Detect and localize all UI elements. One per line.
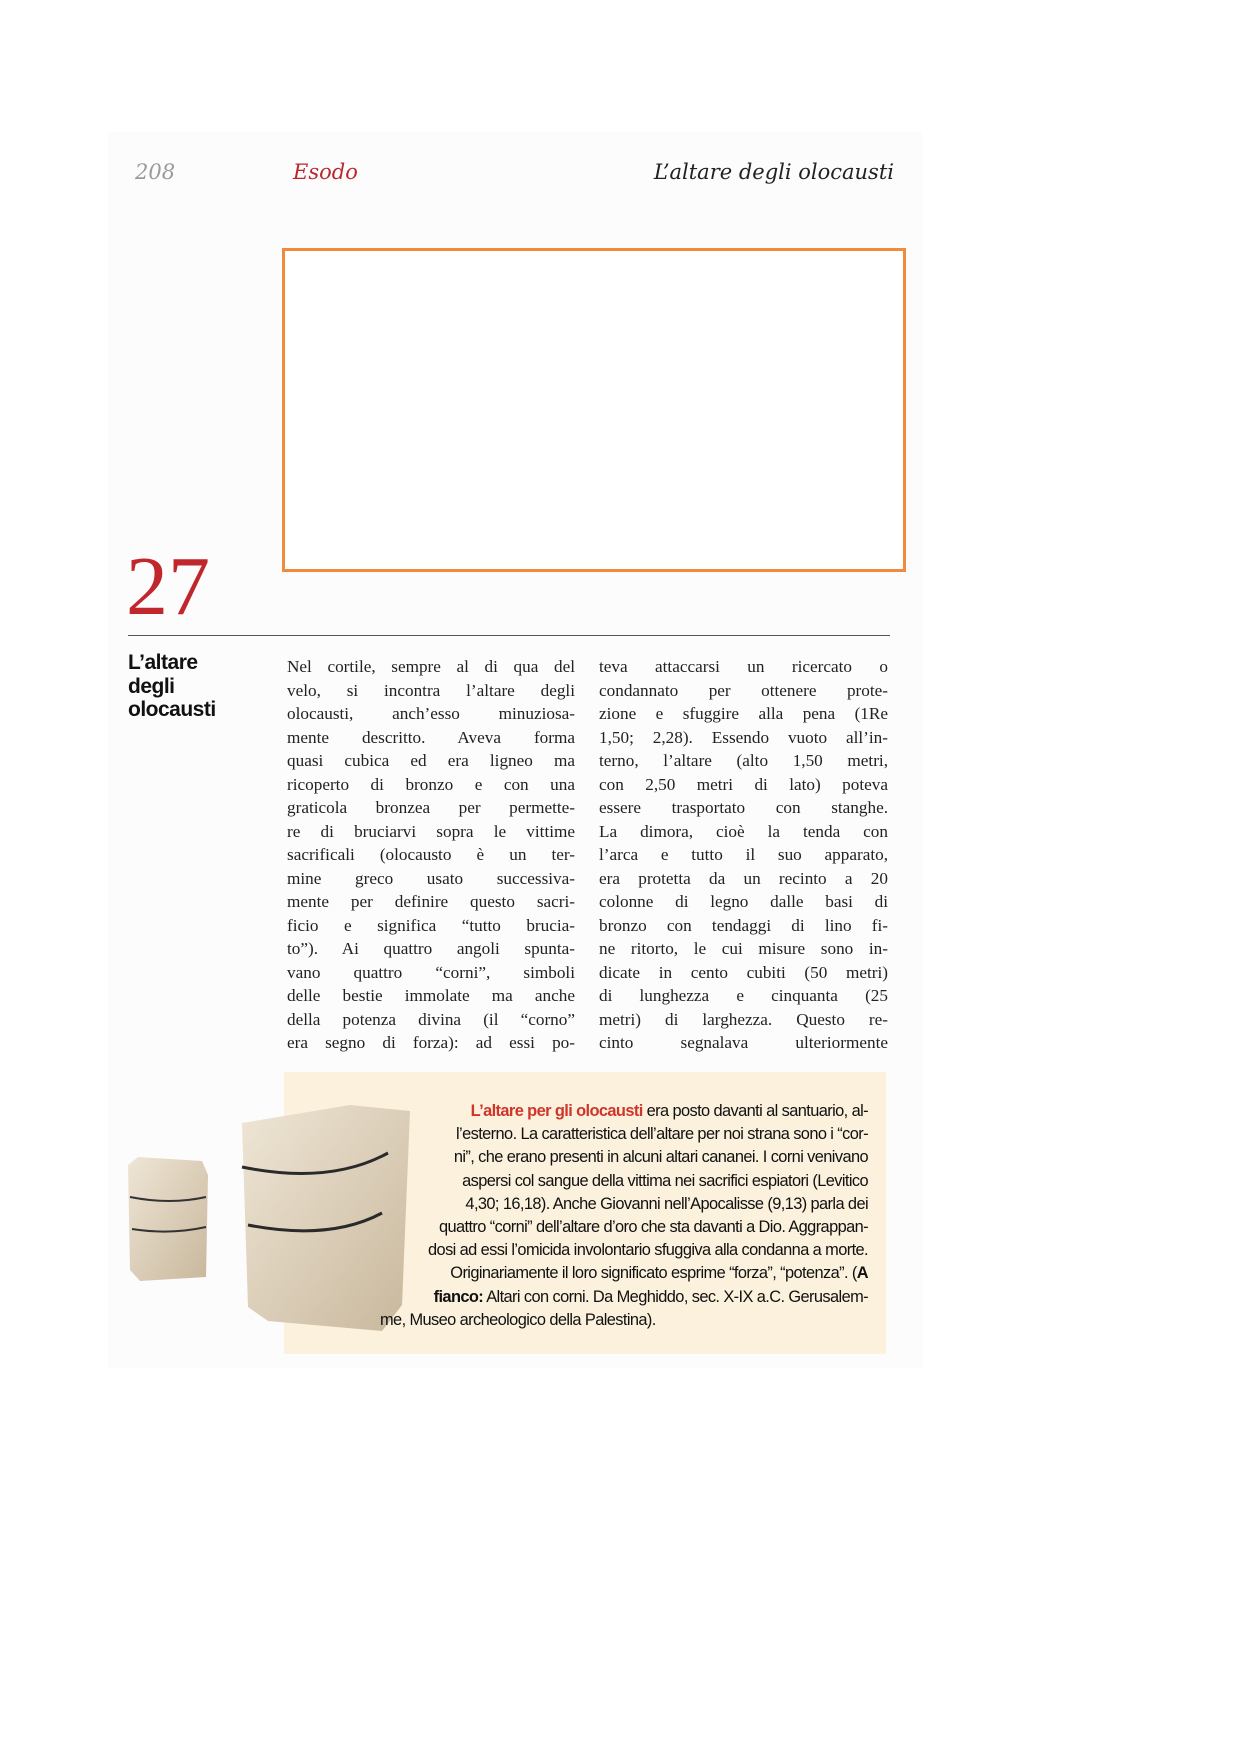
body-line: bronzo con tendaggi di lino fi-	[599, 915, 888, 935]
caption-bold: fianco:	[433, 1287, 484, 1306]
caption-line: quattro “corni” dell’altare d’oro che sta davanti a Dio. Aggrappan-	[438, 1218, 868, 1237]
caption-line: dosi ad essi l’omicida involontario sfuggiva alla condanna a morte.	[428, 1241, 868, 1260]
body-line: terno, l’altare (alto 1,50 metri,	[599, 751, 888, 770]
caption-text-run: era posto davanti al santuario, al-	[642, 1102, 868, 1120]
body-line: mente descritto. Aveva forma	[287, 727, 575, 747]
chapter-title	[128, 651, 216, 722]
image-placeholder-frame	[282, 248, 906, 572]
body-line: metri) di larghezza. Questo re-	[599, 1009, 888, 1029]
body-line: ficio e significa “tutto brucia-	[287, 915, 575, 935]
body-line: mine greco usato successiva-	[287, 868, 575, 888]
caption-line: me, Museo archeologico della Palestina).	[380, 1310, 656, 1329]
body-line: essere trasportato con stanghe.	[599, 798, 888, 817]
caption-bold: A	[856, 1264, 868, 1283]
body-line: quasi cubica ed era ligneo ma	[287, 751, 575, 770]
caption-text-run: Altari con corni. Da Meghiddo, sec. X-IX a.C. Gerusalem-	[483, 1287, 868, 1306]
running-title: L’altare degli olocausti	[653, 160, 894, 184]
body-line: ne ritorto, le cui misure sono in-	[599, 939, 888, 958]
caption-line: aspersi col sangue della vittima nei sacrifici espiatori (Levitico	[462, 1171, 868, 1190]
body-line: condannato per ottenere prote-	[599, 680, 888, 700]
divider	[128, 635, 890, 636]
body-line: teva attaccarsi un ricercato o	[599, 657, 888, 676]
chapter-title-line: olocausti	[128, 698, 216, 721]
caption-highlight: L’altare per gli olocausti	[470, 1102, 643, 1120]
body-column-2	[599, 655, 888, 1055]
caption-line: 4,30; 16,18). Anche Giovanni nell’Apocalisse (9,13) parla dei	[465, 1194, 868, 1213]
page-number: 208	[135, 160, 176, 184]
small-altar-icon	[128, 1157, 208, 1281]
body-line: to”). Ai quattro angoli spunta-	[287, 939, 575, 958]
body-line: zione e sfuggire alla pena (1Re	[599, 704, 888, 723]
body-line: delle bestie immolate ma anche	[287, 986, 575, 1005]
chapter-title-line: L’altare	[128, 651, 198, 674]
caption-line: l’esterno. La caratteristica dell’altare per noi strana sono i “cor-	[456, 1125, 868, 1144]
body-line: l’arca e tutto il suo apparato,	[599, 845, 888, 864]
body-line: 1,50; 2,28). Essendo vuoto all’in-	[599, 727, 888, 747]
body-line: vano quattro “corni”, simboli	[287, 962, 575, 982]
body-line: era segno di forza): ad essi po-	[287, 1033, 575, 1052]
body-line: era protetta da un recinto a 20	[599, 868, 888, 888]
altar-stones-photo	[120, 1095, 420, 1345]
body-line: re di bruciarvi sopra le vittime	[287, 821, 575, 841]
caption-line: ni”, che erano presenti in alcuni altari cananei. I corni venivano	[453, 1148, 868, 1167]
body-line: olocausti, anch’esso minuziosa-	[287, 704, 575, 723]
chapter-number: 27	[126, 540, 210, 633]
body-line: con 2,50 metri di lato) poteva	[599, 774, 888, 794]
body-line: colonne di legno dalle basi di	[599, 892, 888, 911]
body-line: graticola bronzea per permette-	[287, 798, 575, 817]
body-column-1	[287, 655, 575, 1055]
body-line: della potenza divina (il “corno”	[287, 1009, 575, 1029]
caption-text	[380, 1100, 868, 1332]
body-line: La dimora, cioè la tenda con	[599, 821, 888, 841]
body-line: ricoperto di bronzo e con una	[287, 774, 575, 794]
book-title: Esodo	[293, 160, 358, 184]
chapter-title-line: degli	[128, 674, 175, 698]
body-line: cinto segnalava ulteriormente	[599, 1033, 888, 1052]
caption-text-run: Originariamente il loro significato esprime “forza”, “potenza”. (	[450, 1264, 857, 1283]
body-line: velo, si incontra l’altare degli	[287, 680, 575, 700]
body-line: dicate in cento cubiti (50 metri)	[599, 962, 888, 982]
body-line: sacrificali (olocausto è un ter-	[287, 845, 575, 864]
body-line: di lunghezza e cinquanta (25	[599, 986, 888, 1005]
body-line: Nel cortile, sempre al di qua del	[287, 657, 575, 676]
body-line: mente per definire questo sacri-	[287, 892, 575, 911]
